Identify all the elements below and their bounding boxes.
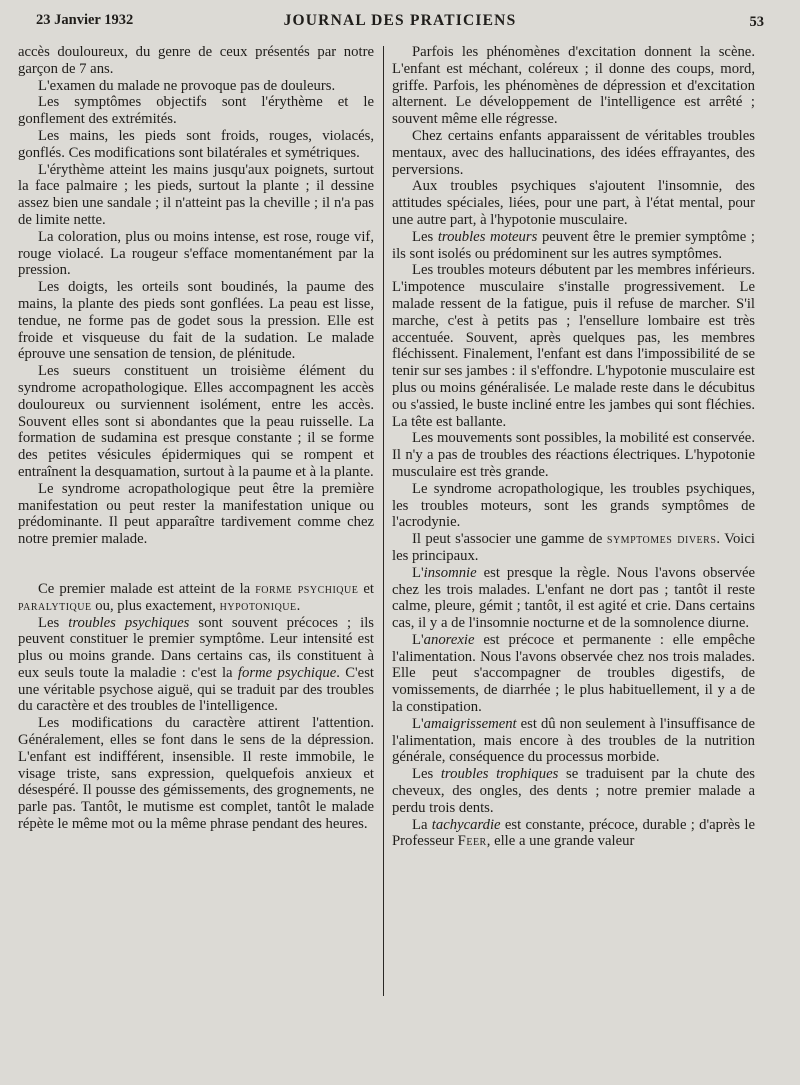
italic-term: forme psychique (237, 664, 337, 681)
header-date: 23 Janvier 1932 (36, 12, 134, 28)
italic-term: troubles moteurs (437, 228, 538, 245)
text-run: . C'est une véritable psychose aiguë, qui se traduit par des troubles du caractère et des troubles de l'intelligence. (18, 664, 375, 715)
page-header (0, 0, 800, 40)
text-run: est presque la règle. Nous l'avons observée chez les trois malades. L'enfant ne dort pas ; tantôt il reste calme, pleure, gémit ; tantôt, il est agité et crie. Dans certains cas, il y a de l'insomnie nocturne et de la somnolence diurne. (392, 564, 755, 632)
paragraph-tachycardie (392, 817, 755, 851)
paragraph: Les doigts, les orteils sont boudinés, la paume des mains, la plante des pieds sont gonflées. La peau est lisse, tendue, ne forme pas de godet sous la pression. Elle est froide et visqueuse du fait de la sudation. Le malade éprouve une sensation de tension, de plénitude. (18, 279, 374, 363)
paragraph: Les sueurs constituent un troisième élément du syndrome acropathologique. Elles accompagnent les accès douloureux ou surviennent isolément, entre les accès. Souvent elles sont si abondantes que la peau ruisselle. La formation de sudamina est presque constante ; il se forme des petites vésicules épidermiques qui se rompent et entraînent la desquamation, surtout à la paume et à la plante. (18, 363, 374, 480)
text-run: peuvent être le premier symptôme ; ils sont isolés ou prédominent sur les autres symptômes. (392, 228, 755, 262)
paragraph-amaigrissement (392, 716, 755, 766)
small-caps-term: symptomes divers (606, 531, 717, 548)
small-caps-term: forme psychique (255, 580, 359, 597)
paragraph: Les symptômes objectifs sont l'érythème et le gonflement des extrémités. (18, 94, 374, 128)
text-run: L' (412, 715, 424, 732)
author-name: Feer (457, 833, 487, 850)
text-run: et (358, 580, 374, 597)
text-run: L' (412, 631, 424, 648)
left-column (18, 44, 374, 833)
text-run: , elle a une grande valeur (486, 833, 635, 850)
right-column (392, 44, 755, 850)
text-run: Ce premier malade est atteint de la (38, 580, 256, 597)
paragraph: Aux troubles psychiques s'ajoutent l'insomnie, des attitudes spéciales, liées, pour une part, à l'état mental, pour une autre part, à l'hypotonie musculaire. (392, 178, 755, 228)
paragraph: L'érythème atteint les mains jusqu'aux poignets, surtout la face palmaire ; les pieds, surtout la plante ; il dessine assez bien une sandale ; il n'atteint pas la cheville ; il n'a pas de limite nette. (18, 161, 374, 228)
paragraph: Les troubles moteurs débutent par les membres inférieurs. L'impotence musculaire s'installe progressivement. Le malade ressent de la fatigue, puis il refuse de marcher. S'il marche, c'est à petits pas ; l'ensellure lombaire est très accentuée. Souvent, après quelques pas, les membres fléchissent. Finalement, l'enfant est dans l'impossibilité de se tenir sur ses jambes : il s'effondre. L'hypotonie musculaire est plus ou moins généralisée. Le malade reste dans le décubitus ou s'assied, le buste incliné entre les jambes qui sont fléchies. La tête est ballante. (392, 262, 755, 430)
paragraph: Le syndrome acropathologique, les troubles psychiques, les troubles moteurs, sont les grands symptômes de l'acrodynie. (392, 480, 755, 531)
text-run: Il peut s'associer une gamme de (412, 531, 607, 548)
italic-term: insomnie (423, 564, 477, 581)
paragraph-symptomes-divers (392, 531, 755, 565)
page-number: 53 (749, 14, 764, 30)
text-run: Les (38, 614, 69, 631)
text-run: . Voici les principaux. (392, 531, 755, 564)
text-run: L' (412, 564, 424, 581)
text-run: La (412, 816, 432, 833)
italic-term: anorexie (423, 631, 475, 648)
text-run: ou, plus exactement, (91, 597, 220, 614)
text-run: est précoce et permanente : elle empêche l'alimentation. Nous l'avons observée chez nos trois malades. Elle peut s'accompagner de troubles digestifs, de vomissements, de diarrhée ; le plus habituellement, il y a de la constipation. (392, 631, 755, 716)
paragraph: Le syndrome acropathologique peut être la première manifestation ou peut rester la manifestation unique ou prédominante. Il peut apparaître tardivement comme chez notre premier malade. (18, 480, 374, 548)
paragraph: Les mains, les pieds sont froids, rouges, violacés, gonflés. Ces modifications sont bilatérales et symétriques. (18, 127, 374, 161)
italic-term: troubles psychiques (68, 614, 190, 631)
text-run: Les (412, 766, 441, 783)
italic-term: tachycardie (431, 816, 501, 833)
paragraph: Parfois les phénomènes d'excitation donnent la scène. L'enfant est méchant, coléreux ; il donne des coups, mord, griffe. Parfois, les phénomènes de dépression et d'excitation alternent. Le développement de l'intelligence est arrêté ; souvent même elle régresse. (392, 44, 755, 128)
text-run: sont souvent précoces ; ils peuvent constituer le premier symptôme. Leur intensité est plus ou moins grande. Dans certains cas, ils constituent à eux seuls toute la maladie : c'est la (18, 614, 374, 681)
column-divider (383, 46, 384, 996)
paragraph: L'examen du malade ne provoque pas de douleurs. (38, 77, 336, 94)
journal-title: JOURNAL DES PRATICIENS (283, 12, 517, 29)
paragraph: La coloration, plus ou moins intense, est rose, rouge vif, rouge violacé. La rougeur s'efface momentanément par la pression. (18, 228, 374, 279)
paragraph-insomnie (392, 565, 755, 632)
small-caps-term: paralytique (18, 597, 92, 614)
paragraph-troubles-psychiques (18, 615, 374, 716)
small-caps-term: hypotonique (219, 597, 297, 614)
paragraph-forms (18, 581, 374, 615)
text-run: est dû non seulement à l'insuffisance de l'alimentation, mais encore à des troubles de la nutrition générale, conséquence du processus morbide. (392, 715, 755, 766)
paragraph: Chez certains enfants apparaissent de véritables troubles mentaux, avec des hallucinations, des idées effrayantes, des perversions. (392, 127, 755, 178)
paragraph-anorexie (392, 632, 755, 716)
paragraph: accès douloureux, du genre de ceux présentés par notre garçon de 7 ans. (18, 44, 374, 77)
italic-term: troubles trophiques (440, 766, 559, 783)
paragraph: Les mouvements sont possibles, la mobilité est conservée. Il n'y a pas de troubles des réactions électriques. L'hypotonie musculaire est très grande. (392, 430, 755, 480)
paragraph-troubles-trophiques (392, 766, 755, 816)
paragraph-troubles-moteurs (392, 229, 755, 263)
text-run: . (296, 597, 301, 614)
italic-term: amaigrissement (423, 715, 517, 732)
text-run: Les (412, 228, 438, 245)
text-run: est constante, précoce, durable ; d'après le Professeur (392, 816, 755, 850)
text-run: se traduisent par la chute des cheveux, des ongles, des dents ; notre premier malade a perdu trois dents. (392, 766, 755, 816)
paragraph: Les modifications du caractère attirent l'attention. Généralement, elles se font dans le sens de la dépression. L'enfant est indifférent, insensible. Il reste immobile, le visage triste, sans expression, quelquefois anxieux et désespéré. Il pousse des gémissements, des grognements, ne parle pas. Tantôt, le mutisme est complet, tantôt le malade répète le même mot ou la même phrase pendant des heures. (18, 715, 374, 833)
